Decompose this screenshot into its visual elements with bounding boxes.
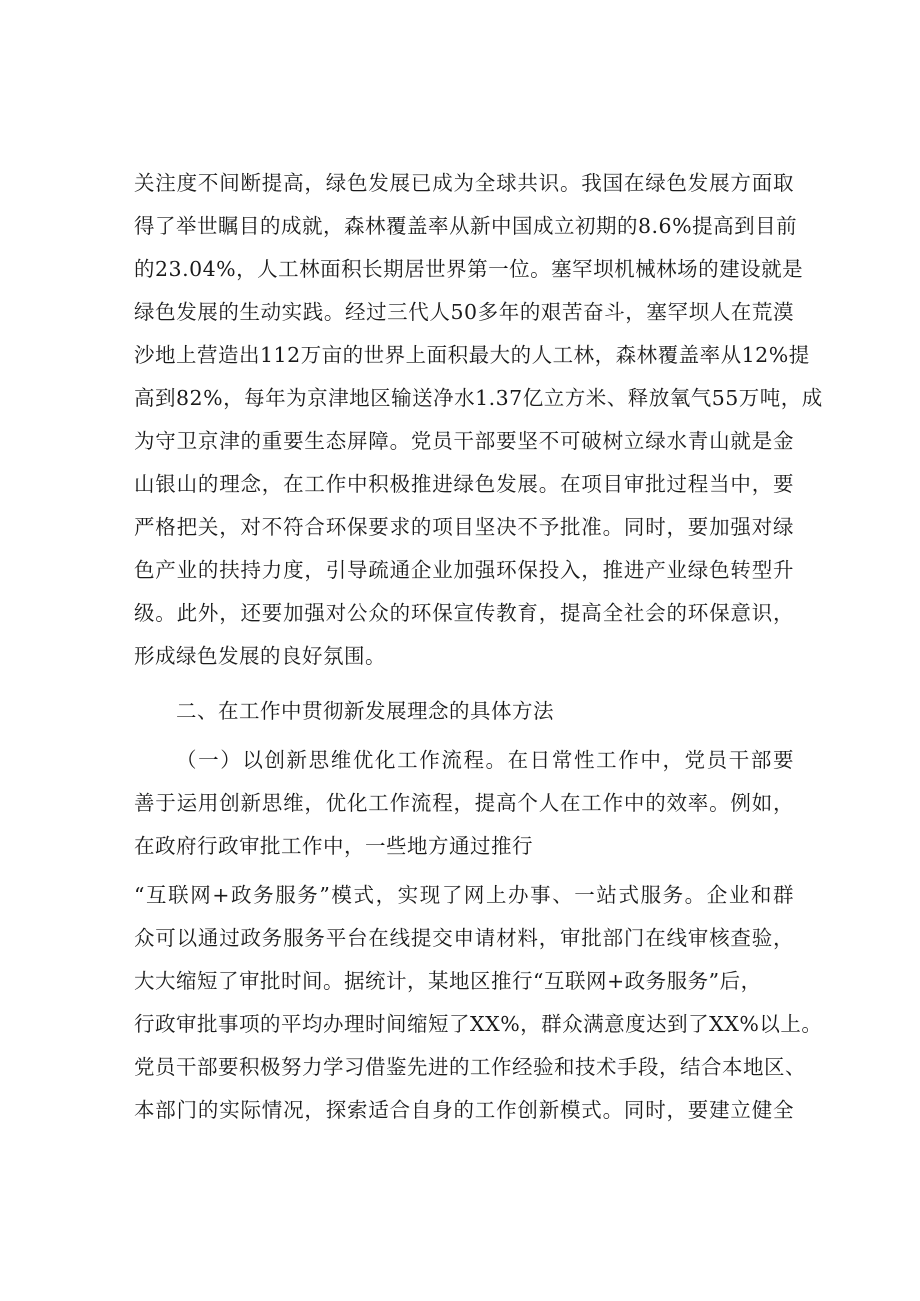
paragraph-line: 党员干部要积极努力学习借鉴先进的工作经验和技术手段，结合本地区、 [134,1055,806,1079]
paragraph-line: 沙地上营造出112万亩的世界上面积最大的人工林，森林覆盖率从12%提 [134,343,810,367]
paragraph-line: 严格把关，对不符合环保要求的项目坚决不予批准。同时，要加强对绿 [134,515,794,539]
paragraph-line: 色产业的扶持力度，引导疏通企业加强环保投入，推进产业绿色转型升 [134,558,794,582]
paragraph-line: （一）以创新思维优化工作流程。在日常性工作中，党员干部要 [176,748,794,772]
paragraph-line: 高到82%，每年为京津地区输送净水1.37亿立方米、释放氧气55万吨，成 [134,386,823,410]
paragraph-line: 本部门的实际情况，探索适合自身的工作创新模式。同时，要建立健全 [134,1098,794,1122]
paragraph-line: 得了举世瞩目的成就，森林覆盖率从新中国成立初期的8.6%提高到目前 [134,214,798,238]
paragraph-line: 山银山的理念，在工作中积极推进绿色发展。在项目审批过程当中，要 [134,472,794,496]
section-heading: 二、在工作中贯彻新发展理念的具体方法 [176,699,554,723]
paragraph-line: 绿色发展的生动实践。经过三代人50多年的艰苦奋斗，塞罕坝人在荒漠 [134,300,794,324]
paragraph-line: 形成绿色发展的良好氛围。 [134,644,386,668]
paragraph-line: 关注度不间断提高，绿色发展已成为全球共识。我国在绿色发展方面取 [134,171,794,195]
paragraph-line: 行政审批事项的平均办理时间缩短了XX%，群众满意度达到了XX%以上。 [134,1012,823,1036]
paragraph-line: 在政府行政审批工作中，一些地方通过推行 [134,834,533,858]
paragraph-line: 的23.04%，人工林面积长期居世界第一位。塞罕坝机械林场的建设就是 [134,257,804,281]
paragraph-line: 大大缩短了审批时间。据统计，某地区推行“互联网+政务服务”后， [134,969,762,993]
paragraph-line: 为守卫京津的重要生态屏障。党员干部要坚不可破树立绿水青山就是金 [134,429,794,453]
paragraph-line: 级。此外，还要加强对公众的环保宣传教育，提高全社会的环保意识， [134,601,794,625]
paragraph-line: 众可以通过政务服务平台在线提交申请材料，审批部门在线审核查验， [134,926,794,950]
paragraph-line: “互联网+政务服务”模式，实现了网上办事、一站式服务。企业和群 [134,883,794,907]
paragraph-line: 善于运用创新思维，优化工作流程，提高个人在工作中的效率。例如， [134,791,794,815]
